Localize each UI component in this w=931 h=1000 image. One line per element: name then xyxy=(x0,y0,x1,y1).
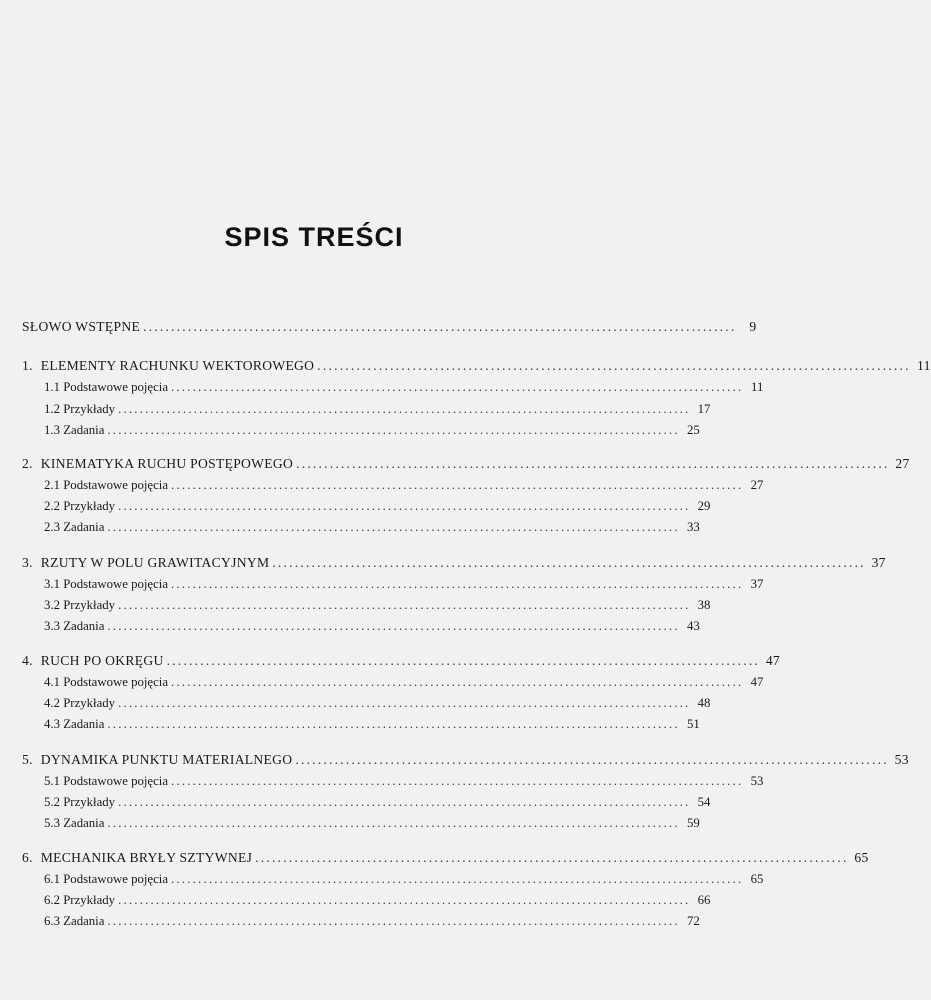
toc-entry-section-6-1[interactable] xyxy=(44,870,764,888)
toc-entry-chapter-5[interactable] xyxy=(22,751,909,769)
toc-entry-section-3-1[interactable] xyxy=(44,575,764,593)
toc-entry-section-1-2[interactable] xyxy=(44,400,711,418)
leader-dots: .......................................................................................................... xyxy=(118,598,691,612)
leader-dots: .......................................................................................................... xyxy=(118,402,691,416)
leader-dots: .......................................................................................................... xyxy=(107,619,680,633)
toc-entry-chapter-4[interactable] xyxy=(22,652,781,670)
leader-dots: .......................................................................................................... xyxy=(255,850,849,865)
toc-label: 2.2 Przykłady xyxy=(44,499,116,513)
toc-page-number: 25 xyxy=(686,423,700,437)
toc-label: 5.3 Zadania xyxy=(44,816,105,830)
toc-label: 3.1 Podstawowe pojęcia xyxy=(44,577,169,591)
toc-label: MECHANIKA BRYŁY SZTYWNEJ xyxy=(40,850,253,865)
toc-entry-section-1-3[interactable] xyxy=(44,421,700,439)
toc-label: 6.3 Zadania xyxy=(44,914,105,928)
chapter-number: 1. xyxy=(22,358,33,373)
leader-dots: .......................................................................................................... xyxy=(143,319,737,334)
toc-label: RUCH PO OKRĘGU xyxy=(40,653,164,668)
toc-entry-chapter-6[interactable] xyxy=(22,849,869,867)
leader-dots: .......................................................................................................... xyxy=(118,893,691,907)
leader-dots: .......................................................................................................... xyxy=(107,914,680,928)
leader-dots: .......................................................................................................... xyxy=(272,555,866,570)
leader-dots: .......................................................................................................... xyxy=(171,478,744,492)
toc-page-number: 54 xyxy=(697,795,711,809)
toc-label: 1.1 Podstawowe pojęcia xyxy=(44,380,169,394)
toc-label: 1.2 Przykłady xyxy=(44,402,116,416)
toc-page-number: 27 xyxy=(750,478,764,492)
page-title: SPIS TREŚCI xyxy=(224,222,404,252)
toc-page-number: 51 xyxy=(686,717,700,731)
toc-page-number: 37 xyxy=(871,555,886,570)
leader-dots: .......................................................................................................... xyxy=(295,752,889,767)
toc-page-number: 47 xyxy=(765,653,781,668)
toc-label: 6.1 Podstawowe pojęcia xyxy=(44,872,169,886)
toc-entry-section-5-2[interactable] xyxy=(44,793,711,811)
leader-dots: .......................................................................................................... xyxy=(118,795,691,809)
leader-dots: .......................................................................................................... xyxy=(118,696,691,710)
toc-page-number: 17 xyxy=(697,402,711,416)
toc-entry-section-5-3[interactable] xyxy=(44,814,700,832)
toc-page-number: 37 xyxy=(750,577,764,591)
chapter-number: 6. xyxy=(22,850,33,865)
chapter-number: 5. xyxy=(22,752,33,767)
toc-page-number: 48 xyxy=(697,696,711,710)
toc-page-number: 9 xyxy=(749,319,757,334)
toc-page-number: 11 xyxy=(917,358,931,373)
toc-page-number: 27 xyxy=(895,456,910,471)
toc-page-number: 33 xyxy=(686,520,700,534)
leader-dots: .......................................................................................................... xyxy=(171,380,744,394)
toc-entry-section-3-3[interactable] xyxy=(44,617,700,635)
toc-entry-section-6-2[interactable] xyxy=(44,891,711,909)
toc-page-number: 43 xyxy=(686,619,700,633)
toc-label: 6.2 Przykłady xyxy=(44,893,116,907)
toc-entry-section-2-2[interactable] xyxy=(44,497,711,515)
toc-entry-section-3-2[interactable] xyxy=(44,596,711,614)
toc-entry-chapter-3[interactable] xyxy=(22,554,886,572)
toc-label: 5.2 Przykłady xyxy=(44,795,116,809)
chapter-number: 3. xyxy=(22,555,33,570)
toc-page-number: 11 xyxy=(751,380,764,394)
toc-entry-section-5-1[interactable] xyxy=(44,772,764,790)
toc-label: 1.3 Zadania xyxy=(44,423,105,437)
chapter-number: 2. xyxy=(22,456,33,471)
toc-label: 5.1 Podstawowe pojęcia xyxy=(44,774,169,788)
toc-label: 2.3 Zadania xyxy=(44,520,105,534)
toc-entry-section-2-3[interactable] xyxy=(44,518,700,536)
toc-page-number: 29 xyxy=(697,499,711,513)
leader-dots: .......................................................................................................... xyxy=(171,774,744,788)
toc-label: 4.3 Zadania xyxy=(44,717,105,731)
toc-label: SŁOWO WSTĘPNE xyxy=(22,319,141,334)
leader-dots: .......................................................................................................... xyxy=(171,675,744,689)
toc-label: KINEMATYKA RUCHU POSTĘPOWEGO xyxy=(40,456,294,471)
toc-label: 4.2 Przykłady xyxy=(44,696,116,710)
toc-page-number: 72 xyxy=(686,914,700,928)
leader-dots: .......................................................................................................... xyxy=(296,456,890,471)
toc-label: RZUTY W POLU GRAWITACYJNYM xyxy=(40,555,270,570)
toc-page-number: 65 xyxy=(750,872,764,886)
leader-dots: .......................................................................................................... xyxy=(107,816,680,830)
leader-dots: .......................................................................................................... xyxy=(118,499,691,513)
toc-entry-section-2-1[interactable] xyxy=(44,476,764,494)
leader-dots: .......................................................................................................... xyxy=(171,872,744,886)
toc-page-number: 59 xyxy=(686,816,700,830)
toc-entry-chapter-2[interactable] xyxy=(22,455,910,473)
leader-dots: .......................................................................................................... xyxy=(166,653,761,668)
leader-dots: .......................................................................................................... xyxy=(107,717,680,731)
toc-page-number: 66 xyxy=(697,893,711,907)
toc-entry-section-4-1[interactable] xyxy=(44,673,764,691)
toc-page-number: 38 xyxy=(697,598,711,612)
leader-dots: .......................................................................................................... xyxy=(317,358,911,373)
toc-label: DYNAMIKA PUNKTU MATERIALNEGO xyxy=(40,752,293,767)
toc-page-number: 53 xyxy=(894,752,909,767)
toc-label: 4.1 Podstawowe pojęcia xyxy=(44,675,169,689)
toc-entry-chapter-1[interactable] xyxy=(22,357,931,375)
chapter-number: 4. xyxy=(22,653,33,668)
toc-page-number: 47 xyxy=(750,675,764,689)
toc-label: 3.3 Zadania xyxy=(44,619,105,633)
toc-entry-preface[interactable] xyxy=(22,318,757,336)
toc-page-number: 53 xyxy=(750,774,764,788)
leader-dots: .......................................................................................................... xyxy=(107,423,680,437)
leader-dots: .......................................................................................................... xyxy=(171,577,744,591)
toc-label: 3.2 Przykłady xyxy=(44,598,116,612)
toc-entry-section-4-2[interactable] xyxy=(44,694,711,712)
toc-page-number: 65 xyxy=(854,850,869,865)
toc-label: ELEMENTY RACHUNKU WEKTOROWEGO xyxy=(40,358,315,373)
leader-dots: .......................................................................................................... xyxy=(107,520,680,534)
toc-label: 2.1 Podstawowe pojęcia xyxy=(44,478,169,492)
toc-entry-section-1-1[interactable] xyxy=(44,378,764,396)
toc-entry-section-4-3[interactable] xyxy=(44,715,700,733)
toc-entry-section-6-3[interactable] xyxy=(44,912,700,930)
